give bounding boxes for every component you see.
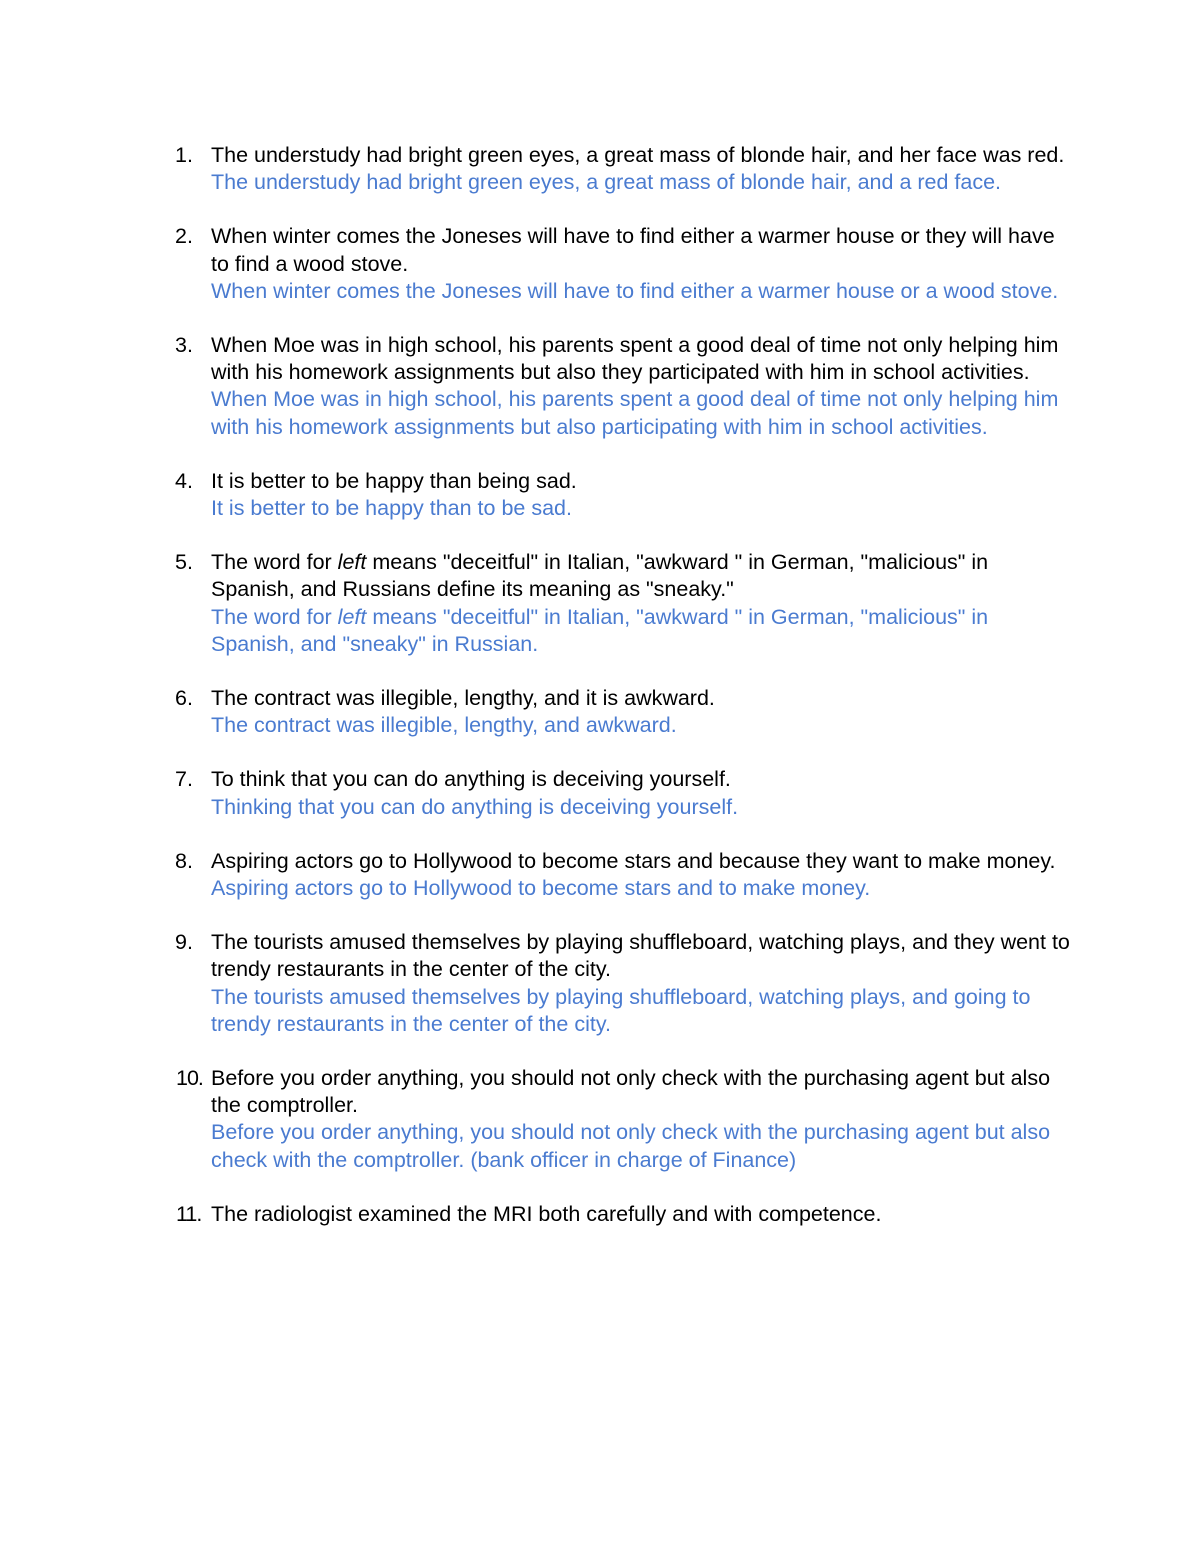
item-number: 5. <box>175 550 193 575</box>
original-text-pre: The word for <box>211 550 338 575</box>
list-item <box>170 1201 1070 1228</box>
original-sentence: When Moe was in high school, his parents spent a good deal of time not only helping him with his homework assignments but also they participated with him in school activities. <box>211 333 1059 385</box>
list-item <box>170 1065 1070 1174</box>
corrected-sentence: When Moe was in high school, his parents spent a good deal of time not only helping him with his homework assignments but also participating with him in school activities. <box>211 387 1059 439</box>
item-number: 8. <box>175 848 193 873</box>
original-sentence: Before you order anything, you should not only check with the purchasing agent but also the comptroller. <box>211 1066 1051 1118</box>
list-item <box>170 766 1070 820</box>
item-number: 9. <box>175 930 193 955</box>
list-item <box>170 929 1070 1038</box>
original-sentence: The radiologist examined the MRI both carefully and with competence. <box>211 1201 882 1226</box>
original-sentence <box>211 549 1070 603</box>
italic-word: left <box>337 550 367 575</box>
corrected-sentence: It is better to be happy than to be sad. <box>211 496 572 521</box>
item-number: 6. <box>175 686 193 711</box>
corrected-text-pre: The word for <box>211 604 338 629</box>
corrected-sentence <box>211 604 1070 658</box>
exercise-list <box>170 142 1070 1255</box>
original-sentence: Aspiring actors go to Hollywood to become stars and because they want to make money. <box>211 848 1056 873</box>
corrected-sentence: The tourists amused themselves by playing shuffleboard, watching plays, and going to trendy restaurants in the center of the city. <box>211 984 1031 1036</box>
corrected-sentence <box>211 1119 1070 1173</box>
corrected-sentence: The contract was illegible, lengthy, and awkward. <box>211 713 677 738</box>
list-item <box>170 685 1070 739</box>
original-sentence: To think that you can do anything is deceiving yourself. <box>211 767 731 792</box>
corrected-sentence: Thinking that you can do anything is deceiving yourself. <box>211 794 739 819</box>
item-number: 10. <box>176 1066 203 1091</box>
item-number: 2. <box>175 224 193 249</box>
corrected-sentence: Aspiring actors go to Hollywood to become stars and to make money. <box>211 876 871 901</box>
original-sentence: The understudy had bright green eyes, a great mass of blonde hair, and her face was red. <box>211 143 1065 167</box>
original-sentence: The tourists amused themselves by playing shuffleboard, watching plays, and they went to trendy restaurants in the center of the city. <box>211 930 1070 982</box>
italic-word: left <box>337 604 367 629</box>
list-item <box>170 223 1070 305</box>
item-number: 11. <box>176 1201 202 1226</box>
list-item <box>170 142 1070 196</box>
original-sentence: The contract was illegible, lengthy, and it is awkward. <box>211 686 715 711</box>
item-number: 7. <box>175 767 193 792</box>
list-item <box>170 549 1070 658</box>
corrected-sentence: When winter comes the Joneses will have to find either a warmer house or a wood stove. <box>211 278 1059 303</box>
item-number: 4. <box>175 468 193 493</box>
list-item <box>170 332 1070 441</box>
corrected-text: Before you order anything, you should not only check with the purchasing agent but also check with the comptroller. <box>211 1120 1051 1172</box>
original-sentence: When winter comes the Joneses will have to find either a warmer house or they will have to find a wood stove. <box>211 224 1055 276</box>
definition-note: (bank officer in charge of Finance) <box>464 1147 797 1172</box>
item-number: 3. <box>175 333 193 358</box>
item-number: 1. <box>175 143 193 167</box>
list-item <box>170 848 1070 902</box>
list-item <box>170 468 1070 522</box>
corrected-text-post: means "deceitful" in Italian, "awkward " in German, "malicious" in Spanish, and "sneaky" in Russian. <box>211 604 989 656</box>
original-text-post: means "deceitful" in Italian, "awkward " in German, "malicious" in Spanish, and Russians define its meaning as "sneaky." <box>211 550 989 602</box>
corrected-sentence: The understudy had bright green eyes, a great mass of blonde hair, and a red face. <box>211 170 1002 195</box>
original-sentence: It is better to be happy than being sad. <box>211 468 577 493</box>
